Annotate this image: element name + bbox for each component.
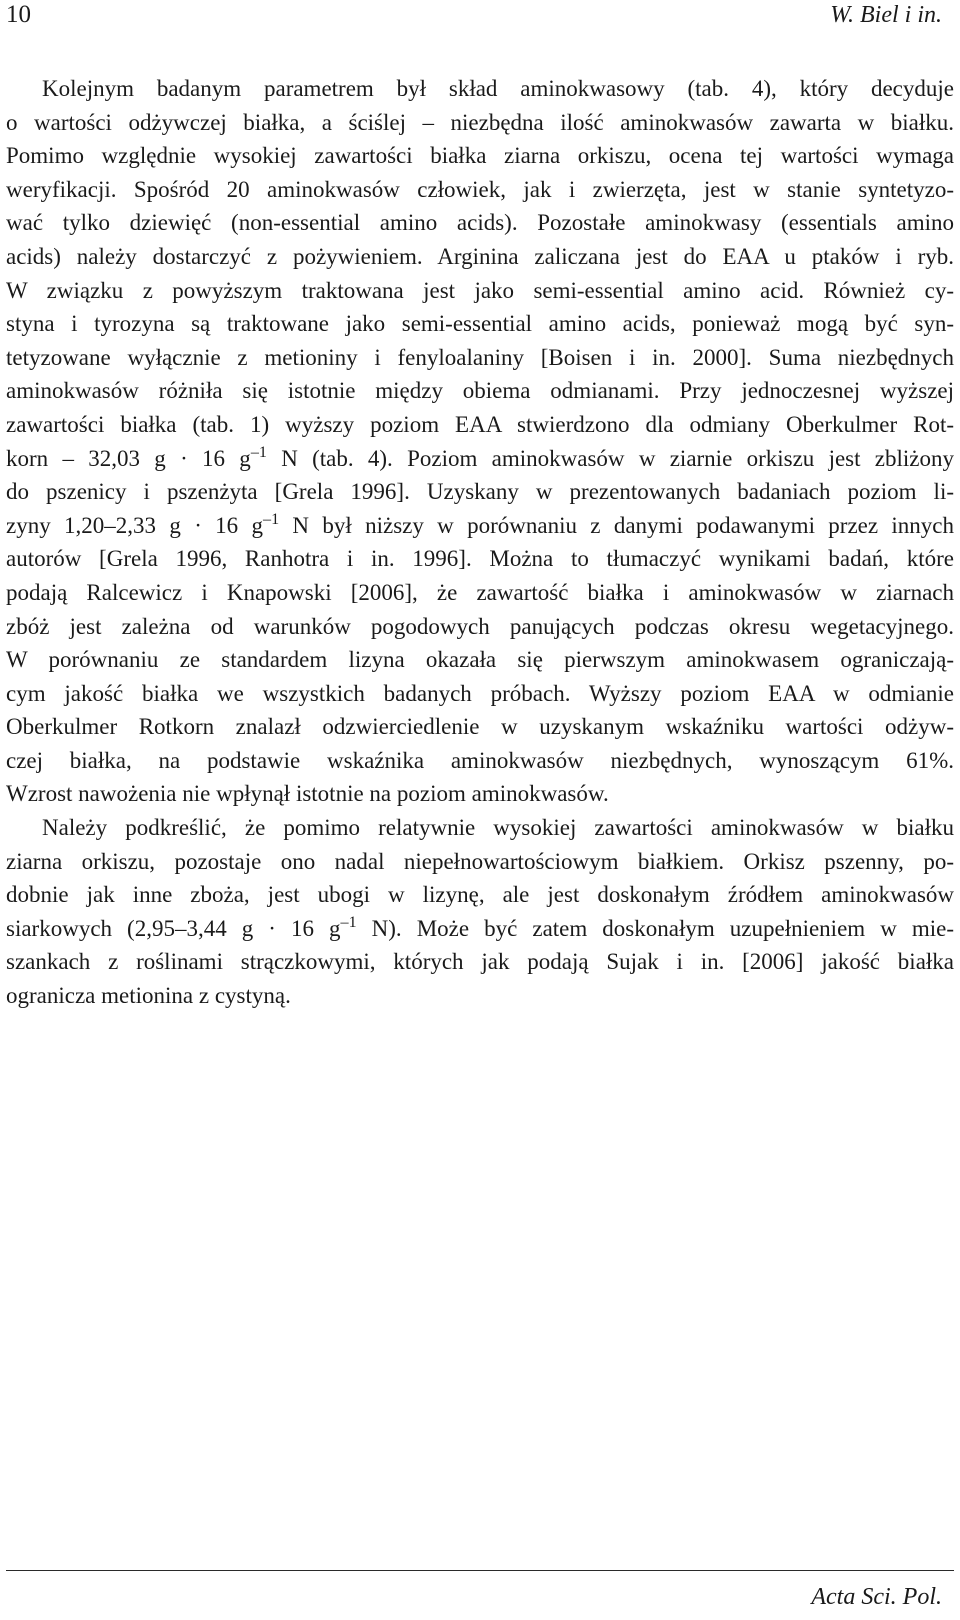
text-line: Pomimo względnie wysokiej zawartości białka ziarna orkiszu, ocena tej wartości wymaga [6, 143, 954, 169]
text-line: acids) należy dostarczyć z pożywieniem. Arginina zaliczana jest do EAA u ptaków i ryb. [6, 243, 954, 269]
running-header-authors: W. Biel i in. [830, 2, 942, 28]
text-line: Należy podkreślić, że pomimo relatywnie wysokiej zawartości aminokwasów w białku [42, 815, 954, 841]
text-line: W związku z powyższym traktowana jest jako semi-essential amino acid. Również cy- [6, 277, 954, 303]
text-line: podają Ralcewicz i Knapowski [2006], że zawartość białka i aminokwasów w ziarnach [6, 579, 954, 605]
text-line: czej białka, na podstawie wskaźnika aminokwasów niezbędnych, wynoszącym 61%. [6, 747, 954, 773]
text-line: ogranicza metionina z cystyną. [6, 983, 291, 1009]
paragraph-2 [6, 811, 954, 1013]
footer-rule [6, 1570, 954, 1571]
superscript-exponent: –1 [250, 443, 267, 461]
text-line: styna i tyrozyna są traktowane jako semi-essential amino acids, ponieważ mogą być syn- [6, 311, 954, 337]
text-line: aminokwasów różniła się istotnie między obiema odmianami. Przy jednoczesnej wyższej [6, 378, 954, 404]
footer-journal-name: Acta Sci. Pol. [811, 1584, 942, 1610]
text-line [6, 442, 954, 476]
text-segment: N był niższy w porównaniu z danymi podawanymi przez innych [279, 512, 955, 538]
text-line: W porównaniu ze standardem lizyna okazała się pierwszym aminokwasem ograniczają- [6, 647, 954, 673]
body-text [6, 72, 954, 1013]
text-line: do pszenicy i pszenżyta [Grela 1996]. Uzyskany w prezentowanych badaniach poziom li- [6, 479, 954, 505]
text-line: weryfikacji. Spośród 20 aminokwasów człowiek, jak i zwierzęta, jest w stanie syntetyzo- [6, 176, 954, 202]
text-line: szankach z roślinami strączkowymi, których jak podają Sujak i in. [2006] jakość białka [6, 949, 954, 975]
text-segment: zyny 1,20–2,33 g · 16 g [6, 512, 264, 538]
text-segment: N (tab. 4). Poziom aminokwasów w ziarnie orkiszu jest zbliżony [266, 445, 954, 471]
text-line [6, 912, 954, 946]
text-line: Oberkulmer Rotkorn znalazł odzwierciedlenie w uzyskanym wskaźniku wartości odżyw- [6, 714, 954, 740]
text-line: tetyzowane wyłącznie z metioniny i fenyloalaniny [Boisen i in. 2000]. Suma niezbędnych [6, 344, 954, 370]
page-number: 10 [6, 1, 31, 28]
text-line: ziarna orkiszu, pozostaje ono nadal niepełnowartościowym białkiem. Orkisz pszenny, po- [6, 848, 954, 874]
text-segment: siarkowych (2,95–3,44 g · 16 g [6, 915, 341, 941]
text-line: Wzrost nawożenia nie wpłynął istotnie na poziom aminokwasów. [6, 781, 609, 807]
text-line [6, 509, 954, 543]
text-line: Kolejnym badanym parametrem był skład aminokwasowy (tab. 4), który decyduje [42, 76, 954, 101]
text-line: o wartości odżywczej białka, a ściślej – niezbędna ilość aminokwasów zawarta w białku. [6, 109, 954, 135]
paragraph-1 [6, 72, 954, 811]
text-line: autorów [Grela 1996, Ranhotra i in. 1996]. Można to tłumaczyć wynikami badań, które [6, 546, 954, 572]
text-line: dobnie jak inne zboża, jest ubogi w lizynę, ale jest doskonałym źródłem aminokwasów [6, 882, 954, 908]
text-line: wać tylko dziewięć (non-essential amino acids). Pozostałe aminokwasy (essentials amino [6, 210, 954, 236]
text-line: zawartości białka (tab. 1) wyższy poziom EAA stwierdzono dla odmiany Oberkulmer Rot- [6, 411, 954, 437]
text-line: zbóż jest zależna od warunków pogodowych panujących podczas okresu wegetacyjnego. [6, 613, 954, 639]
text-segment: korn – 32,03 g · 16 g [6, 445, 251, 471]
superscript-exponent: –1 [263, 510, 280, 528]
text-line: cym jakość białka we wszystkich badanych próbach. Wyższy poziom EAA w odmianie [6, 680, 954, 706]
text-segment: N). Może być zatem doskonałym uzupełnieniem w mie- [356, 915, 954, 941]
superscript-exponent: –1 [340, 914, 357, 931]
